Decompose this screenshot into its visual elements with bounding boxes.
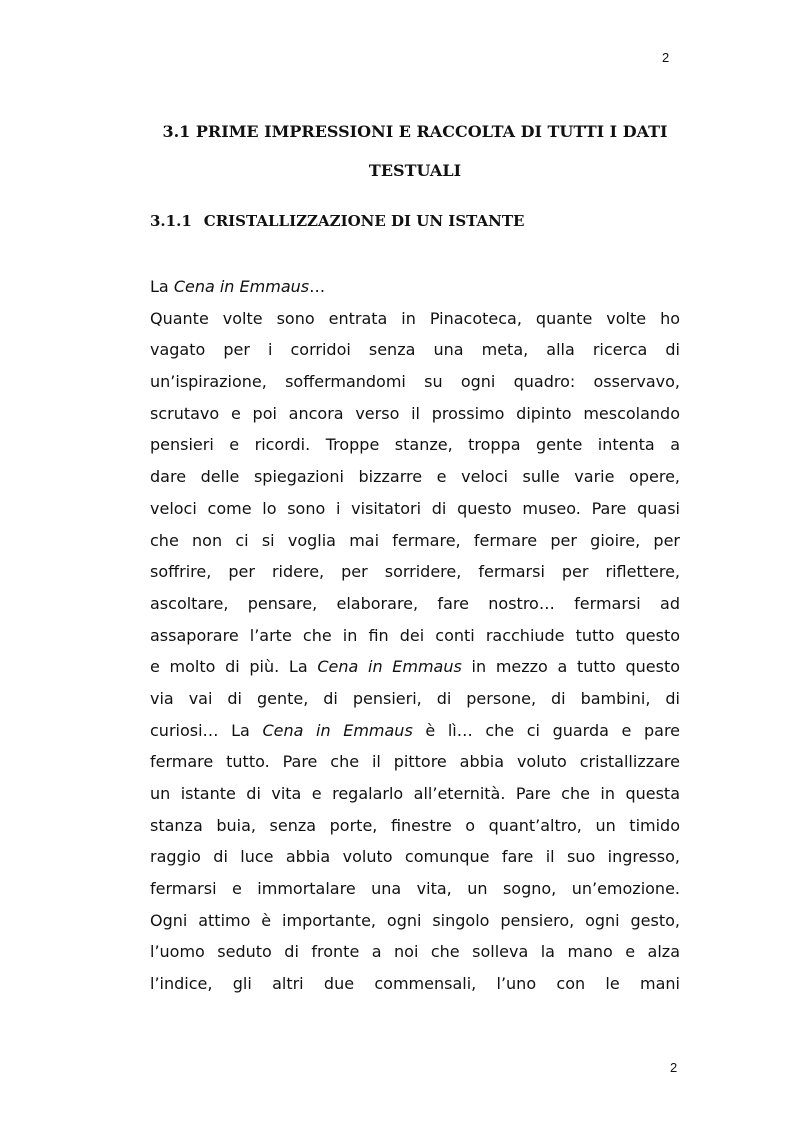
paragraph-line: fermarsi e immortalare una vita, un sogno, un’emozione. — [150, 879, 680, 899]
paragraph-line: Quante volte sono entrata in Pinacoteca, quante volte ho — [150, 308, 680, 328]
paragraph-line: vagato per i corridoi senza una meta, alla ricerca di — [150, 340, 680, 360]
paragraph-line: via vai di gente, di pensieri, di persone, di bambini, di — [150, 688, 680, 708]
artwork-title: Cena in Emmaus — [173, 277, 310, 296]
paragraph-line: un’ispirazione, soffermandomi su ogni quadro: osservavo, — [150, 372, 680, 392]
text-run: in mezzo a tutto questo — [461, 657, 681, 677]
section-heading — [150, 208, 524, 234]
section-number: 3.1.1 — [150, 212, 192, 230]
paragraph-line — [150, 271, 680, 303]
text-run: e molto di più. La — [150, 657, 318, 677]
paragraph-line — [150, 651, 680, 683]
paragraph-line: pensieri e ricordi. Troppe stanze, troppa gente intenta a — [150, 435, 680, 455]
page-number-top: 2 — [662, 50, 670, 65]
artwork-title: Cena in Emmaus — [317, 657, 462, 677]
artwork-title: Cena in Emmaus — [262, 720, 413, 740]
paragraph-line: raggio di luce abbia voluto comunque fare il suo ingresso, — [150, 847, 680, 867]
text-run: La — [150, 277, 174, 296]
text-run: è lì… che ci guarda e pare — [412, 720, 681, 740]
paragraph-line — [150, 715, 680, 747]
paragraph-line: che non ci si voglia mai fermare, fermare per gioire, per — [150, 530, 680, 550]
section-title: CRISTALLIZZAZIONE DI UN ISTANTE — [203, 212, 525, 230]
paragraph-line: assaporare l’arte che in fin dei conti racchiude tutto questo — [150, 625, 680, 645]
body-text — [150, 271, 680, 1000]
chapter-title: 3.1 PRIME IMPRESSIONI E RACCOLTA DI TUTTI I DATI TESTUALI — [162, 122, 668, 180]
paragraph-line: l’indice, gli altri due commensali, l’uno con le mani — [150, 974, 680, 994]
paragraph-line: ascoltare, pensare, elaborare, fare nostro… fermarsi ad — [150, 593, 680, 613]
text-run: curiosi… La — [150, 720, 263, 740]
paragraph-line: un istante di vita e regalarlo all’eternità. Pare che in questa — [150, 784, 680, 803]
page-number-bottom: 2 — [670, 1060, 678, 1075]
paragraph-line: l’uomo seduto di fronte a noi che solleva la mano e alza — [150, 942, 680, 962]
paragraph-line: dare delle spiegazioni bizzarre e veloci sulle varie opere, — [150, 467, 680, 487]
paragraph-line: soffrire, per ridere, per sorridere, fermarsi per riflettere, — [150, 562, 680, 582]
paragraph-line: fermare tutto. Pare che il pittore abbia voluto cristallizzare — [150, 752, 680, 772]
text-run: … — [309, 277, 326, 296]
paragraph-line: veloci come lo sono i visitatori di questo museo. Pare quasi — [150, 498, 680, 518]
paragraph-line: stanza buia, senza porte, finestre o quant’altro, un timido — [150, 815, 680, 835]
paragraph-line: Ogni attimo è importante, ogni singolo pensiero, ogni gesto, — [150, 910, 680, 930]
paragraph-line: scrutavo e poi ancora verso il prossimo dipinto mescolando — [150, 403, 680, 423]
